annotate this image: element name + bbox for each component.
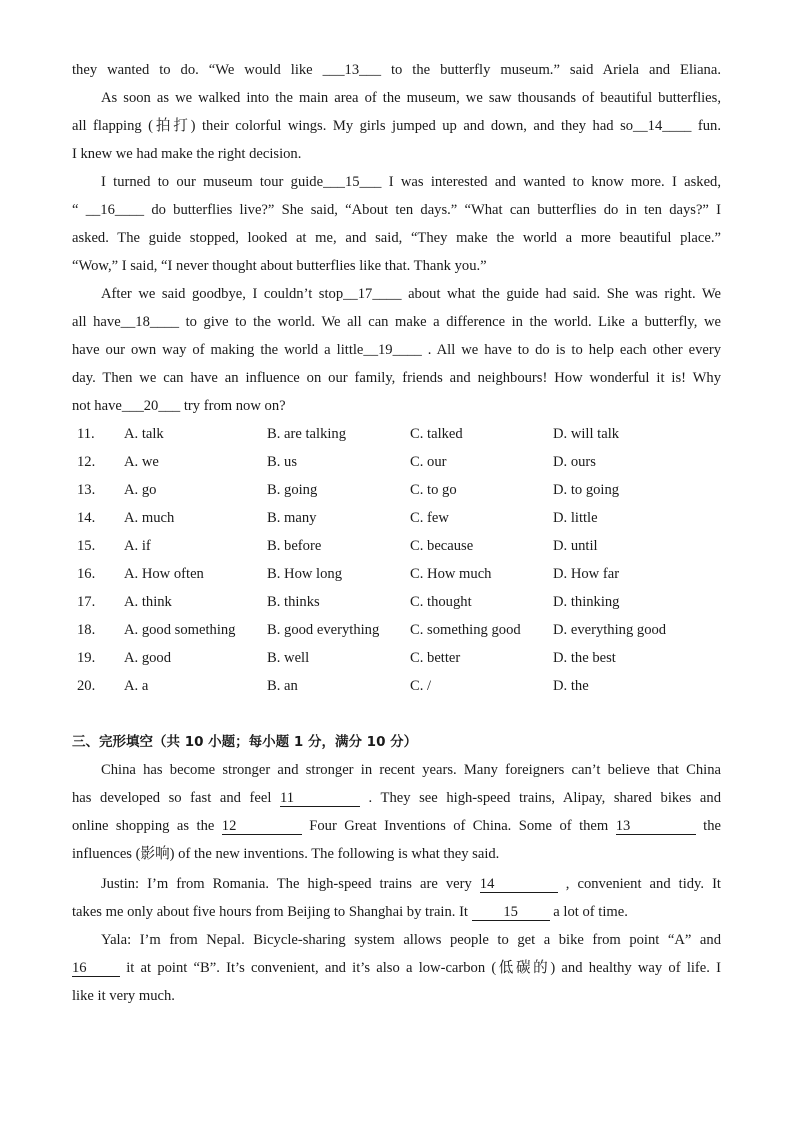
option-a: A. a xyxy=(124,678,149,694)
passage-line: China has become stronger and stronger in recent years. Many foreigners can’t believe that China xyxy=(101,762,721,778)
question-row xyxy=(72,672,721,700)
question-number: 20. xyxy=(77,678,96,694)
passage-line: have our own way of making the world a little__19____ . All we have to do is to help each other every xyxy=(72,342,721,358)
passage-line: I knew we had make the right decision. xyxy=(72,146,302,162)
passage-line: As soon as we walked into the main area of the museum, we saw thousands of beautiful butterflies, xyxy=(101,90,721,106)
passage-line: influences (影响) of the new inventions. The following is what they said. xyxy=(72,846,500,862)
passage-line: After we said goodbye, I couldn’t stop__17____ about what the guide had said. She was right. We xyxy=(101,286,721,302)
option-a: A. much xyxy=(124,510,175,526)
blank-15: 15 xyxy=(472,904,550,921)
passage-line: I turned to our museum tour guide___15___ I was interested and wanted to know more. I asked, xyxy=(101,174,721,190)
text-run: Four Great Inventions of China. Some of them xyxy=(301,818,616,834)
text-run: , convenient and tidy. It xyxy=(557,876,721,892)
option-b: B. How long xyxy=(267,566,342,582)
text-run: a lot of time. xyxy=(549,904,628,920)
option-c: C. our xyxy=(410,454,447,470)
passage-line: like it very much. xyxy=(72,988,175,1004)
option-b: B. are talking xyxy=(267,426,347,442)
question-number: 13. xyxy=(77,482,96,498)
question-row xyxy=(72,420,721,448)
blank-11: 11 xyxy=(280,790,360,807)
option-c: C. thought xyxy=(410,594,472,610)
passage-line: “ __16____ do butterflies live?” She said, “About ten days.” “What can butterflies do in ten days?” I xyxy=(72,202,721,218)
blank-13: 13 xyxy=(616,818,696,835)
option-a: A. talk xyxy=(124,426,164,442)
option-c: C. / xyxy=(410,678,432,694)
option-c: C. How much xyxy=(410,566,492,582)
option-b: B. before xyxy=(267,538,322,554)
option-c: C. better xyxy=(410,650,461,666)
passage-1 xyxy=(72,56,721,420)
option-c: C. something good xyxy=(410,622,521,638)
section-title: 三、完形填空（共 10 小题；每小题 1 分，满分 10 分） xyxy=(72,734,418,750)
option-a: A. go xyxy=(124,482,157,498)
passage-2 xyxy=(72,756,721,1010)
passage-line xyxy=(72,784,721,812)
passage-line xyxy=(72,870,721,898)
option-d: D. thinking xyxy=(553,594,620,610)
option-a: A. if xyxy=(124,538,151,554)
passage-line: all have__18____ to give to the world. We all can make a difference in the world. Like a butterfly, we xyxy=(72,314,721,330)
question-number: 15. xyxy=(77,538,96,554)
option-d: D. little xyxy=(553,510,598,526)
text-run: has developed so fast and feel xyxy=(72,790,280,806)
option-d: D. ours xyxy=(553,454,596,470)
text-run: takes me only about five hours from Beijing to Shanghai by train. It xyxy=(72,904,472,920)
question-number: 12. xyxy=(77,454,96,470)
question-row xyxy=(72,448,721,476)
option-a: A. good something xyxy=(124,622,236,638)
passage-line xyxy=(72,898,721,926)
passage-line xyxy=(72,954,721,982)
option-a: A. think xyxy=(124,594,172,610)
passage-line: “Wow,” I said, “I never thought about butterflies like that. Thank you.” xyxy=(72,258,487,274)
option-b: B. well xyxy=(267,650,310,666)
option-d: D. to going xyxy=(553,482,620,498)
option-a: A. How often xyxy=(124,566,204,582)
option-c: C. talked xyxy=(410,426,463,442)
option-b: B. many xyxy=(267,510,317,526)
text-run: Justin: I’m from Romania. The high-speed trains are very xyxy=(101,876,480,892)
passage-line: not have___20___ try from now on? xyxy=(72,398,286,414)
question-row xyxy=(72,644,721,672)
option-c: C. few xyxy=(410,510,449,526)
blank-14: 14 xyxy=(480,876,558,893)
option-d: D. until xyxy=(553,538,598,554)
question-row xyxy=(72,476,721,504)
question-row xyxy=(72,588,721,616)
passage-line: all flapping (拍打) their colorful wings. My girls jumped up and down, and they had so__14____ fun. xyxy=(72,118,721,134)
text-run: the xyxy=(695,818,722,834)
question-number: 11. xyxy=(77,426,95,442)
option-b: B. good everything xyxy=(267,622,380,638)
text-run: it at point “B”. It’s convenient, and it’s also a low-carbon (低碳的) and healthy way of life. I xyxy=(120,960,721,976)
option-a: A. good xyxy=(124,650,172,666)
option-b: B. going xyxy=(267,482,318,498)
option-c: C. to go xyxy=(410,482,457,498)
passage-line: day. Then we can have an influence on our family, friends and neighbours! How wonderful it is! Why xyxy=(72,370,721,386)
text-run: . They see high-speed trains, Alipay, shared bikes and xyxy=(359,790,721,806)
passage-line: they wanted to do. “We would like ___13___ to the butterfly museum.” said Ariela and Eliana. xyxy=(72,62,721,78)
option-a: A. we xyxy=(124,454,159,470)
passage-line: asked. The guide stopped, looked at me, and said, “They make the world a more beautiful place.” xyxy=(72,230,721,246)
question-number: 18. xyxy=(77,622,96,638)
question-number: 16. xyxy=(77,566,96,582)
question-row xyxy=(72,616,721,644)
blank-12: 12 xyxy=(222,818,302,835)
option-d: D. will talk xyxy=(553,426,620,442)
question-options xyxy=(72,420,721,700)
passage-line: Yala: I’m from Nepal. Bicycle-sharing system allows people to get a bike from point “A” and xyxy=(101,932,721,948)
option-b: B. us xyxy=(267,454,298,470)
option-b: B. thinks xyxy=(267,594,320,610)
question-number: 17. xyxy=(77,594,96,610)
option-c: C. because xyxy=(410,538,474,554)
text-run: online shopping as the xyxy=(72,818,222,834)
exam-page xyxy=(72,56,721,1010)
option-d: D. the xyxy=(553,678,589,694)
question-number: 14. xyxy=(77,510,96,526)
option-d: D. How far xyxy=(553,566,620,582)
blank-16: 16 xyxy=(72,960,120,977)
question-row xyxy=(72,560,721,588)
option-b: B. an xyxy=(267,678,298,694)
question-row xyxy=(72,532,721,560)
passage-line xyxy=(72,812,721,840)
option-d: D. everything good xyxy=(553,622,667,638)
option-d: D. the best xyxy=(553,650,616,666)
question-number: 19. xyxy=(77,650,96,666)
question-row xyxy=(72,504,721,532)
